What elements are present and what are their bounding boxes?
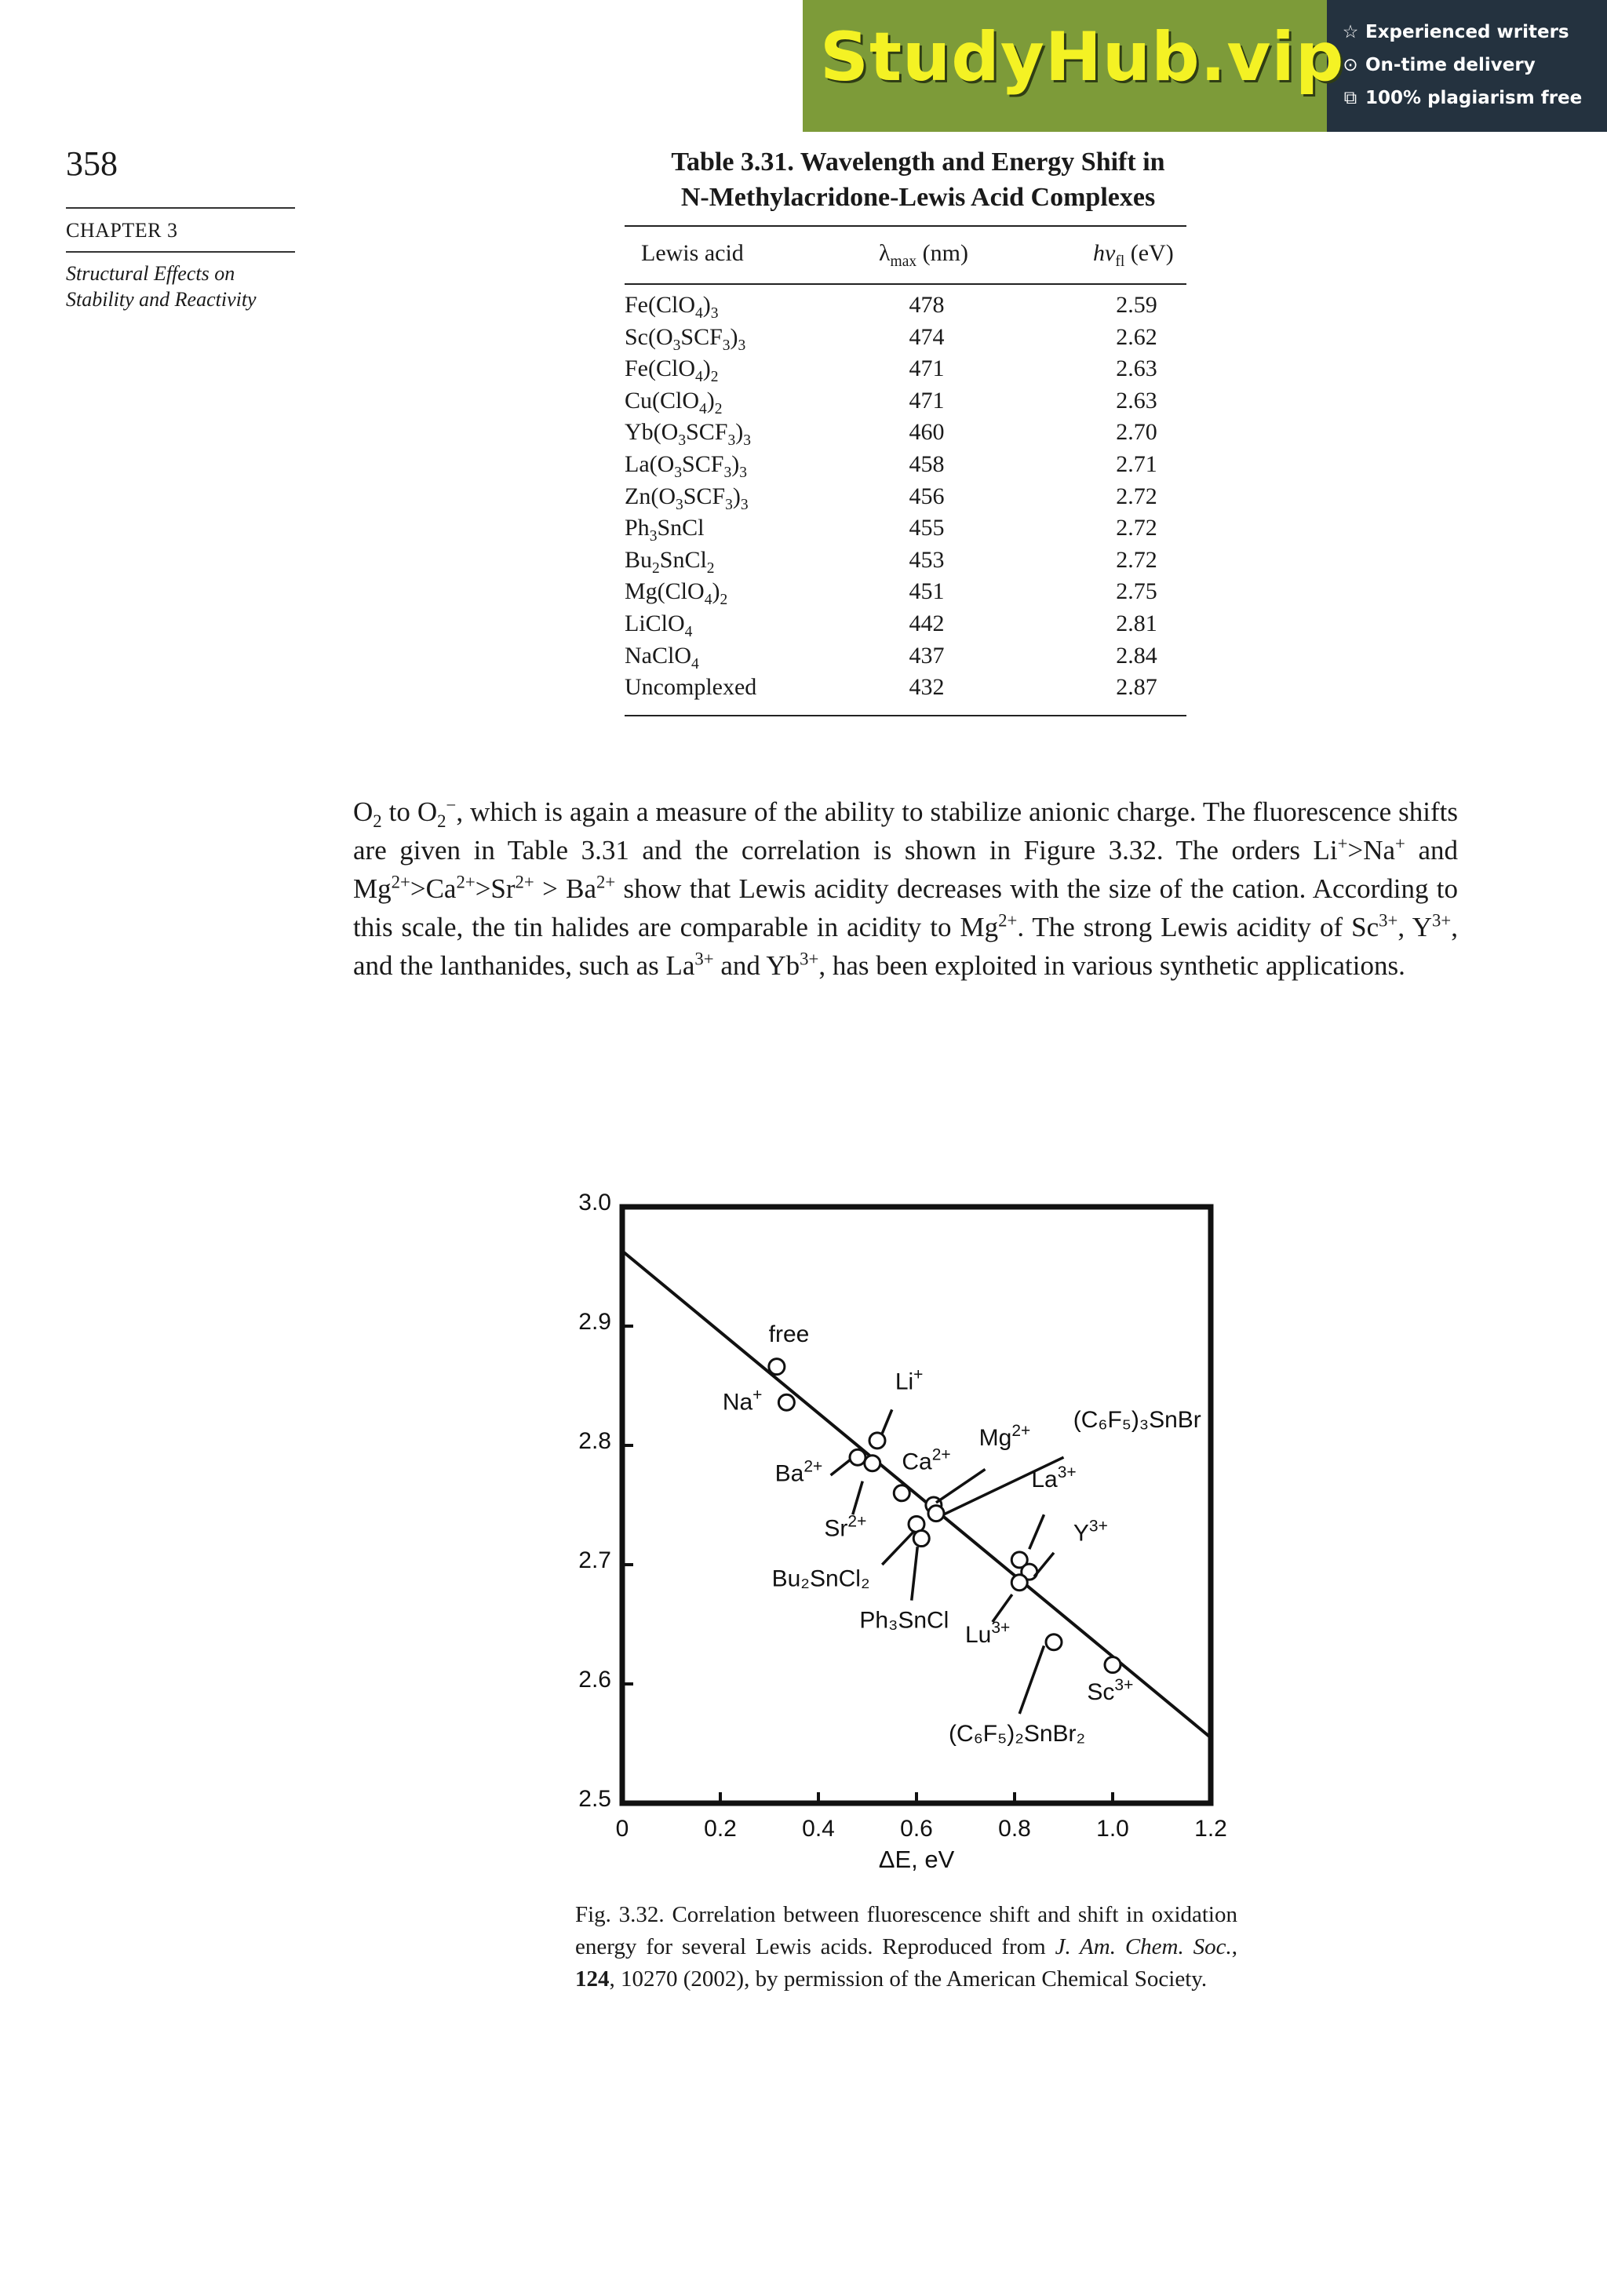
cell-energy: 2.75 <box>1116 578 1157 605</box>
data-point <box>913 1531 929 1547</box>
cell-energy: 2.81 <box>1116 610 1157 636</box>
header-subscript: fl <box>1115 253 1125 270</box>
y-tick-label: 3.0 <box>578 1193 611 1215</box>
table-caption-line2: N-Methylacridone-Lewis Acid Complexes <box>680 183 1156 212</box>
table-row <box>625 515 1186 547</box>
cell-lambda-max: 478 <box>909 292 945 318</box>
leader-line <box>1019 1645 1044 1714</box>
cell-lewis-acid: $La(O_3SCF_3)_3$ <box>625 450 747 481</box>
table-body <box>625 292 1186 706</box>
leader-line <box>882 1531 914 1565</box>
cell-lambda-max: 456 <box>909 483 945 509</box>
cell-energy: 2.71 <box>1116 450 1157 477</box>
table-row <box>625 292 1186 324</box>
data-point <box>869 1433 885 1449</box>
x-tick-label: 0.2 <box>704 1816 737 1842</box>
chapter-label: CHAPTER 3 <box>66 219 178 242</box>
leader-line <box>1034 1553 1054 1576</box>
data-point <box>928 1506 944 1522</box>
cell-energy: 2.59 <box>1116 292 1157 318</box>
feature-label: 100% plagiarism free <box>1365 88 1583 108</box>
y-tick-label: 2.7 <box>578 1547 611 1573</box>
table-header-lewis-acid: Lewis acid <box>641 240 744 266</box>
cell-energy: 2.84 <box>1116 642 1157 669</box>
feature-label: On-time delivery <box>1365 55 1536 75</box>
leader-line <box>882 1409 892 1433</box>
cell-lambda-max: 451 <box>909 578 945 605</box>
y-tick-label: 2.8 <box>578 1428 611 1454</box>
data-point <box>894 1485 909 1501</box>
cell-lambda-max: 442 <box>909 610 945 636</box>
cell-energy: 2.63 <box>1116 355 1157 382</box>
cell-lewis-acid: $Ph_3SnCl$ <box>625 515 705 545</box>
leader-line <box>853 1481 863 1515</box>
table-row <box>625 324 1186 356</box>
section-title: Structural Effects on Stability and Reactivity <box>66 262 257 311</box>
table-row <box>625 610 1186 643</box>
header-symbol: hν <box>1093 240 1116 266</box>
point-label-c6f52snbr2: (C₆F₅)₂SnBr₂ <box>949 1720 1086 1747</box>
y-tick-label: 2.9 <box>578 1309 611 1335</box>
cell-energy: 2.72 <box>1116 546 1157 573</box>
point-label-na: Na+ <box>722 1386 763 1416</box>
cell-lambda-max: 458 <box>909 450 945 477</box>
leader-line <box>831 1460 851 1475</box>
point-label-free: free <box>768 1321 810 1347</box>
cell-lewis-acid: NaClO$_4$ <box>625 642 699 672</box>
data-point <box>865 1456 880 1471</box>
plot-frame <box>622 1207 1211 1803</box>
y-tick-label: 2.6 <box>578 1667 611 1693</box>
x-axis-label: ΔE, eV <box>878 1846 955 1873</box>
table-header-lambda <box>879 240 968 270</box>
header-symbol: λ <box>879 240 891 266</box>
cell-lewis-acid: $Cu(ClO_4)_2$ <box>625 387 723 417</box>
regression-line <box>622 1251 1211 1737</box>
header-unit: (eV) <box>1124 240 1174 266</box>
point-label-ba: $Ba^{2+}$ <box>774 1457 823 1487</box>
feature-plagiarism-free <box>1340 88 1582 108</box>
point-label-sr: $Sr^{2+}$ <box>824 1512 867 1542</box>
table-caption <box>604 144 1232 215</box>
table-row <box>625 419 1186 451</box>
side-rule-bottom <box>66 251 295 253</box>
point-label-bu2sncl2: Bu₂SnCl₂ <box>771 1565 870 1592</box>
x-tick-label: 0.4 <box>802 1816 835 1842</box>
table-header-rule <box>625 283 1186 285</box>
cell-lewis-acid: Uncomplexed <box>625 674 757 701</box>
y-tick-label: 2.5 <box>578 1786 611 1812</box>
point-label-mg: $Mg^{2+}$ <box>978 1422 1031 1451</box>
cell-lambda-max: 471 <box>909 387 945 414</box>
table-header-energy <box>1093 240 1174 270</box>
point-label-lu: $Lu^{3+}$ <box>964 1618 1011 1648</box>
cell-energy: 2.72 <box>1116 483 1157 509</box>
table-top-rule <box>625 225 1186 227</box>
feature-label: Experienced writers <box>1365 22 1569 42</box>
table-row <box>625 355 1186 388</box>
table-row <box>625 483 1186 516</box>
feature-experienced-writers <box>1340 22 1569 42</box>
leader-line <box>912 1547 918 1600</box>
leader-line <box>993 1594 1012 1622</box>
table-row <box>625 451 1186 483</box>
figure-3-32 <box>549 1193 1255 1883</box>
cell-lambda-max: 471 <box>909 355 945 382</box>
table-row <box>625 388 1186 420</box>
data-point <box>1105 1657 1121 1673</box>
data-point <box>1011 1575 1027 1591</box>
cell-lambda-max: 460 <box>909 419 945 446</box>
clock-icon: ⊙ <box>1343 55 1358 75</box>
header-subscript: max <box>890 253 917 270</box>
page-number: 358 <box>66 144 118 183</box>
cell-lewis-acid: LiClO$_4$ <box>625 610 693 640</box>
figure-caption: Fig. 3.32. Correlation between fluorescence shift and shift in oxidation energy for several Lewis acids. Reproduced from J. Am. Chem. Soc., 124, 10270 (2002), by permission of the American Chemical Society. <box>575 1902 1237 1992</box>
ad-banner[interactable] <box>803 0 1607 132</box>
table-row <box>625 674 1186 706</box>
copy-icon: ⧉ <box>1343 88 1357 108</box>
brand-logo[interactable]: StudyHub.vip <box>820 18 1345 97</box>
point-label-c6f5snbr: (C₆F₅)₃SnBr <box>1073 1407 1201 1434</box>
point-label-li: Li+ <box>895 1365 924 1395</box>
point-label-la: $La^{3+}$ <box>1031 1463 1077 1493</box>
table-bottom-rule <box>625 715 1186 716</box>
star-icon: ☆ <box>1342 22 1359 42</box>
cell-energy: 2.72 <box>1116 515 1157 541</box>
cell-lambda-max: 474 <box>909 323 945 350</box>
cell-lambda-max: 432 <box>909 674 945 701</box>
cell-lambda-max: 453 <box>909 546 945 573</box>
data-point <box>778 1394 794 1410</box>
cell-lambda-max: 455 <box>909 515 945 541</box>
cell-lewis-acid: $Zn(O_3SCF_3)_3$ <box>625 483 749 513</box>
table-caption-line1: Table 3.31. Wavelength and Energy Shift in <box>671 148 1165 177</box>
x-tick-label: 1.2 <box>1194 1816 1227 1842</box>
point-label-ph3sncl: Ph₃SnCl <box>859 1607 949 1634</box>
cell-energy: 2.87 <box>1116 674 1157 701</box>
data-point <box>769 1359 785 1375</box>
cell-lewis-acid: $Fe(ClO_4)_2$ <box>625 355 719 386</box>
cell-energy: 2.62 <box>1116 323 1157 350</box>
cell-lewis-acid: $Mg(ClO_4)_2$ <box>625 578 728 609</box>
table-row <box>625 578 1186 610</box>
point-label-y: $Y^{3+}$ <box>1073 1517 1108 1547</box>
data-point <box>850 1449 865 1465</box>
table-row <box>625 547 1186 579</box>
cell-energy: 2.70 <box>1116 419 1157 446</box>
cell-lewis-acid: $Bu_2SnCl_2$ <box>625 546 715 577</box>
x-tick-label: 0.6 <box>900 1816 933 1842</box>
cell-lewis-acid: $Fe(ClO_4)_3$ <box>625 292 719 322</box>
cell-energy: 2.63 <box>1116 387 1157 414</box>
x-tick-label: 0 <box>615 1816 629 1842</box>
x-tick-label: 1.0 <box>1096 1816 1129 1842</box>
x-tick-label: 0.8 <box>998 1816 1031 1842</box>
correlation-chart <box>549 1193 1255 1883</box>
point-label-sc: $Sc^{3+}$ <box>1087 1675 1134 1705</box>
header-unit: (nm) <box>916 240 968 266</box>
body-paragraph: $O_2$ to $O_2^-$, which is again a measure of the ability to stabilize anionic charge. The fluorescence shifts are given in Table 3.31 and the correlation is shown in Figure 3.32. The orders Li+>Na+ and $Mg^{2+}>Ca^{2+}>Sr^{2+} > Ba^{2+}$ show that Lewis acidity decreases with the size of the cation. According to this scale, the tin halides are comparable in acidity to $Mg^{2+}$. The strong Lewis acidity of $Sc^{3+}$, $Y^{3+}$, and the lanthanides, such as $La^{3+}$ and $Yb^{3+}$, has been exploited in various synthetic applications. <box>353 795 1459 981</box>
table-row <box>625 643 1186 675</box>
feature-on-time-delivery <box>1340 55 1536 75</box>
cell-lewis-acid: $Sc(O_3SCF_3)_3$ <box>625 323 746 354</box>
side-rule-top <box>66 207 295 209</box>
data-point <box>1046 1635 1062 1650</box>
point-label-ca: $Ca^{2+}$ <box>902 1445 951 1475</box>
leader-line <box>1029 1514 1044 1549</box>
cell-lambda-max: 437 <box>909 642 945 669</box>
cell-lewis-acid: $Yb(O_3SCF_3)_3$ <box>625 419 751 450</box>
